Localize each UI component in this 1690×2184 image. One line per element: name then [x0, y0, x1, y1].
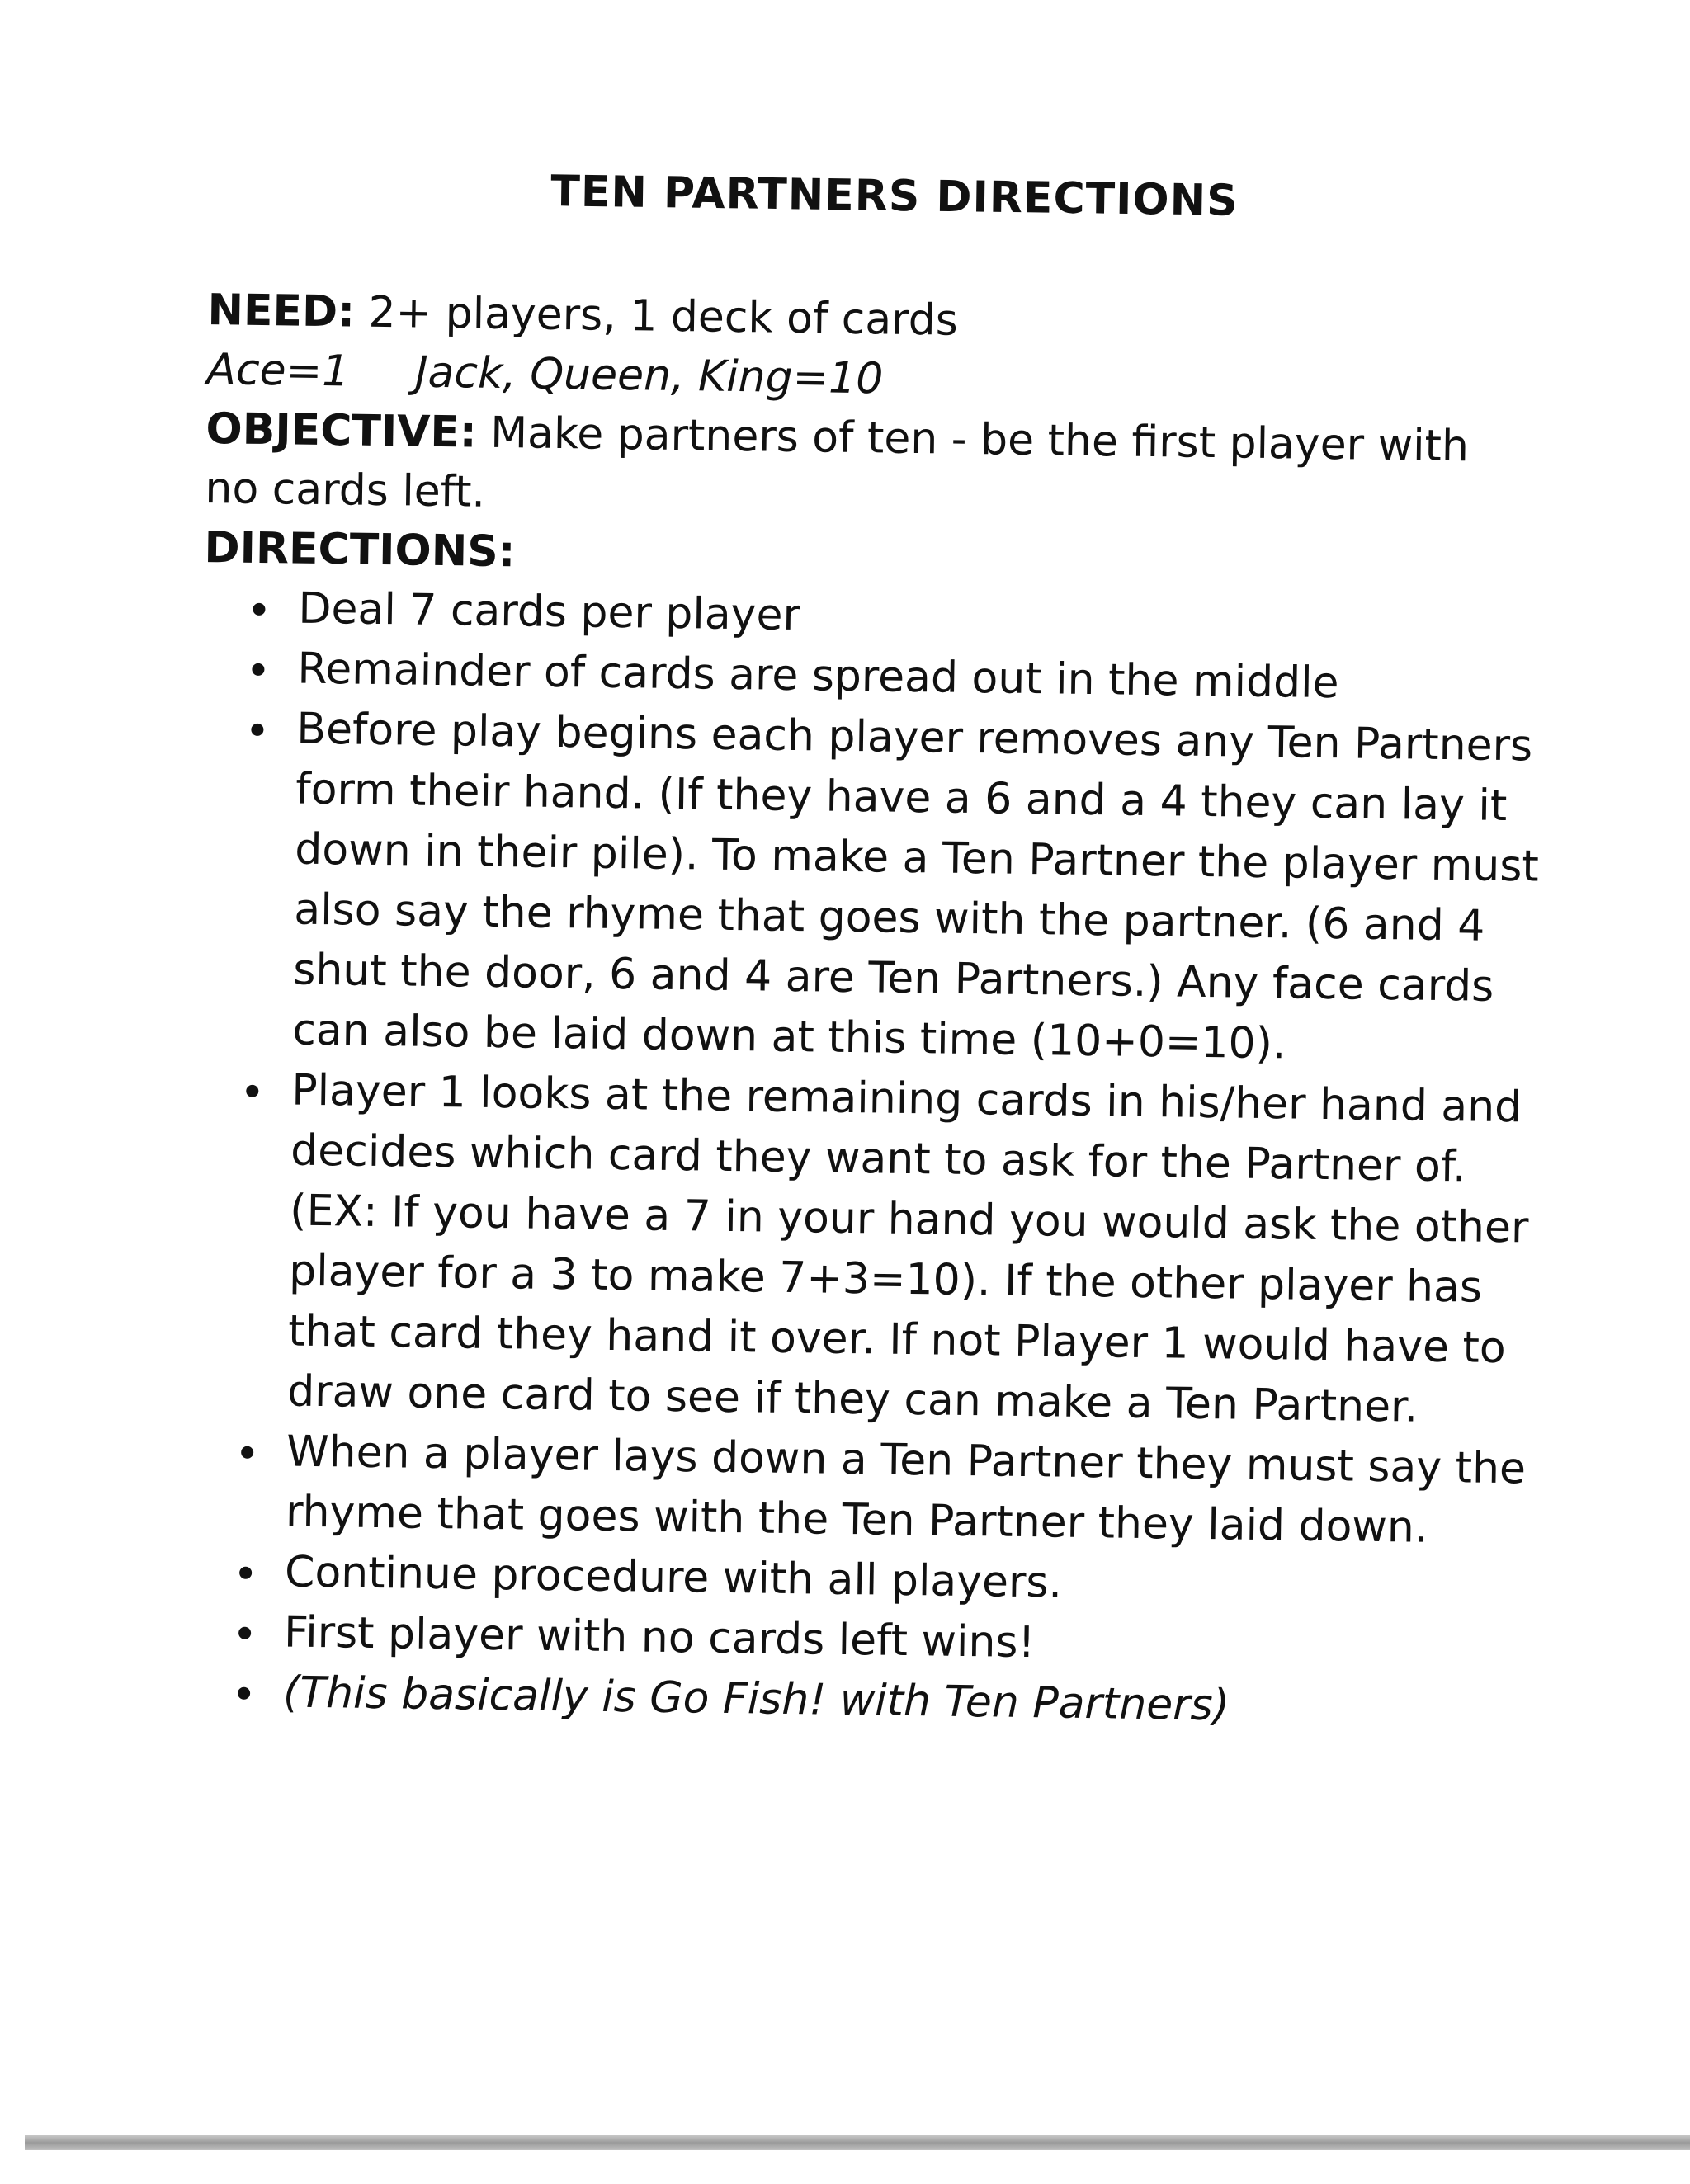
page-title: TEN PARTNERS DIRECTIONS [550, 167, 1239, 226]
bullet-icon [238, 1627, 251, 1639]
bullet-icon [241, 1446, 253, 1459]
list-item-text: Deal 7 cards per player [298, 583, 801, 641]
list-item [240, 1422, 1558, 1560]
objective-text: Make partners of ten - be the first player with no cards left. [205, 408, 1470, 517]
list-item-text: Player 1 looks at the remaining cards in his/her hand and decides which card they want to ask for the Partner of. (EX: If you have a 7 in your hand you would ask the other player for a 3 to make 7+3=10). If the other player has that card they hand it over. If not Player 1 would have to draw one card to see if they can make a Ten Partner. [286, 1065, 1529, 1432]
bullet-icon [246, 1085, 258, 1097]
face-cards-value: Jack, Queen, King=10 [414, 347, 884, 404]
list-item [242, 1060, 1563, 1440]
bullet-icon [253, 603, 265, 616]
document-body [188, 281, 1545, 1740]
objective-label: OBJECTIVE: [205, 403, 478, 458]
bullet-icon [239, 1567, 252, 1579]
list-item-text: Before play begins each player removes any Ten Partners form their hand. (If they have a 6 and a 4 they can lay it down in their pile). To make a Ten Partner the player must also say the rhyme that goes with the partner. (6 and 4 shut the door, 6 and 4 are Ten Partners.) Any face cards can also be laid down at this time (10+0=10). [291, 704, 1540, 1069]
bullet-icon [252, 663, 264, 676]
list-item-text: Remainder of cards are spread out in the middle [297, 644, 1339, 709]
ace-value: Ace=1 [206, 344, 350, 397]
objective-line [205, 399, 1527, 536]
bullet-icon [251, 724, 263, 736]
list-item-text: (This basically is Go Fish! with Ten Partners) [282, 1667, 1230, 1731]
directions-heading: DIRECTIONS: [204, 522, 516, 578]
list-item-text: When a player lays down a Ten Partner they must say the rhyme that goes with the Ten Partner they laid down. [285, 1427, 1527, 1553]
need-label: NEED: [207, 285, 356, 337]
list-item-text: First player with no cards left wins! [283, 1607, 1036, 1668]
list-item-text: Continue procedure with all players. [284, 1547, 1063, 1608]
need-text: 2+ players, 1 deck of cards [368, 287, 959, 346]
scan-edge-bar [25, 2135, 1690, 2150]
list-item [247, 699, 1568, 1078]
directions-list [188, 578, 1541, 1740]
bullet-icon [238, 1687, 250, 1700]
